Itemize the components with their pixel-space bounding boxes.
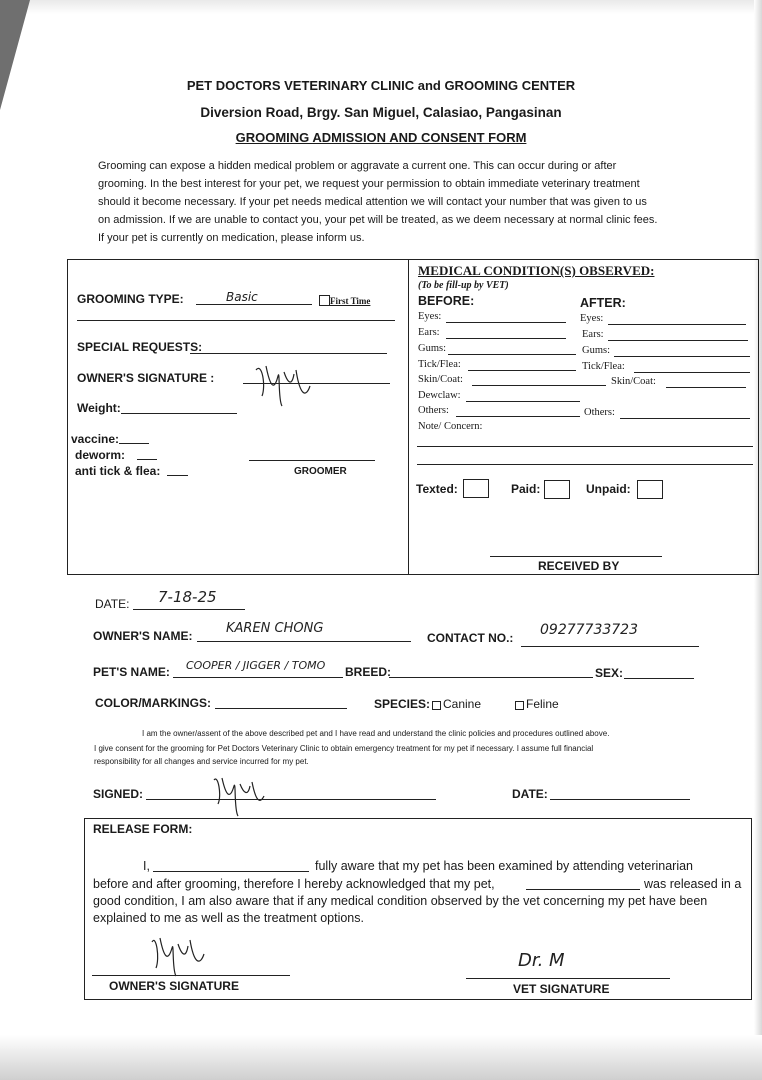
- scan-bottom-edge: [0, 1035, 762, 1080]
- after-gums-label: Gums:: [582, 345, 611, 356]
- consent-line-2: I give consent for the grooming for Pet Doctors Veterinary Clinic to obtain emergency treatment for my pet if necessary. I assume full financial: [94, 744, 594, 753]
- anti-tick-field[interactable]: [167, 475, 188, 476]
- pet-name-label: PET'S NAME:: [93, 665, 170, 679]
- signed-date-label: DATE:: [512, 787, 548, 801]
- release-owner-name-field[interactable]: [153, 871, 309, 872]
- before-others-field[interactable]: [456, 416, 580, 417]
- before-ears-label: Ears:: [418, 327, 440, 338]
- grooming-type-field[interactable]: [196, 304, 312, 305]
- signed-scribble: [208, 770, 268, 820]
- paid-label: Paid:: [511, 482, 541, 496]
- deworm-field[interactable]: [137, 459, 157, 460]
- after-eyes-field[interactable]: [608, 324, 746, 325]
- after-tick-flea-field[interactable]: [634, 372, 750, 373]
- after-label: AFTER:: [580, 296, 626, 310]
- after-gums-field[interactable]: [614, 356, 750, 357]
- intro-line-5: If your pet is currently on medication, please inform us.: [98, 232, 365, 244]
- before-tick-flea-label: Tick/Flea:: [418, 359, 461, 370]
- after-eyes-label: Eyes:: [580, 313, 604, 324]
- received-by-line[interactable]: [490, 556, 662, 557]
- before-others-label: Others:: [418, 405, 449, 416]
- first-time-checkbox[interactable]: [319, 295, 330, 306]
- before-eyes-label: Eyes:: [418, 311, 442, 322]
- anti-tick-label: anti tick & flea:: [75, 464, 161, 478]
- release-line-1-prefix: I,: [143, 859, 150, 873]
- intro-line-3: should it become necessary. If your pet needs medical attention we will contact your number that was given to us: [98, 196, 647, 208]
- before-eyes-field[interactable]: [446, 322, 566, 323]
- intro-line-2: grooming. In the best interest for your pet, we request your permission to obtain immediate veterinary treatment: [98, 178, 640, 190]
- before-skin-coat-label: Skin/Coat:: [418, 374, 463, 385]
- release-line-4: explained to me as well as the treatment options.: [93, 911, 364, 925]
- clinic-name: PET DOCTORS VETERINARY CLINIC and GROOMING CENTER: [186, 78, 576, 93]
- sex-label: SEX:: [595, 666, 624, 680]
- before-gums-field[interactable]: [448, 354, 576, 355]
- medical-subtitle: (To be fill-up by VET): [418, 280, 509, 291]
- texted-label: Texted:: [416, 482, 458, 496]
- before-skin-coat-field[interactable]: [472, 385, 606, 386]
- release-line-2-suffix: was released in a: [644, 877, 742, 891]
- groomer-label: GROOMER: [294, 466, 347, 477]
- form-title: GROOMING ADMISSION AND CONSENT FORM: [235, 130, 527, 145]
- medical-title: MEDICAL CONDITION(S) OBSERVED:: [418, 263, 655, 278]
- species-label: SPECIES:: [374, 697, 431, 711]
- intro-line-1: Grooming can expose a hidden medical problem or aggravate a current one. This can occur during or after: [98, 160, 617, 172]
- unpaid-label: Unpaid:: [586, 482, 631, 496]
- vet-signature-label: VET SIGNATURE: [513, 982, 610, 996]
- received-by-label: RECEIVED BY: [538, 559, 620, 573]
- special-requests-field[interactable]: [190, 353, 387, 354]
- release-form-title: RELEASE FORM:: [93, 822, 193, 836]
- contact-value: 09277733723: [540, 622, 638, 638]
- before-label: BEFORE:: [418, 294, 475, 308]
- owner-signature-label: OWNER'S SIGNATURE :: [77, 371, 215, 385]
- first-time-label: First Time: [330, 296, 371, 306]
- canine-label: Canine: [443, 697, 482, 711]
- signed-field[interactable]: [146, 799, 436, 800]
- groomer-signature-line[interactable]: [249, 460, 375, 461]
- grooming-type-value: Basic: [226, 290, 258, 304]
- color-markings-field[interactable]: [215, 708, 347, 709]
- intro-line-4: on admission. If we are unable to contact you, your pet will be treated, as we deem necessary at normal clinic fees.: [98, 214, 658, 226]
- feline-checkbox[interactable]: [515, 701, 524, 710]
- note-concern-label: Note/ Concern:: [418, 421, 483, 432]
- signed-label: SIGNED:: [93, 787, 144, 801]
- before-dewclaw-label: Dewclaw:: [418, 390, 461, 401]
- owner-name-field[interactable]: [197, 641, 411, 642]
- vet-signature-value: Dr. M: [518, 950, 565, 971]
- vaccine-field[interactable]: [119, 443, 149, 444]
- grooming-type-extra-line: [77, 320, 395, 321]
- pet-name-field[interactable]: [173, 677, 343, 678]
- date-value: 7-18-25: [158, 588, 217, 606]
- after-ears-field[interactable]: [608, 340, 748, 341]
- admission-divider: [408, 260, 409, 574]
- consent-line-1: I am the owner/assent of the above described pet and I have read and understand the clinic policies and procedures outlined above.: [142, 729, 610, 738]
- scan-top-edge: [0, 0, 762, 14]
- canine-checkbox[interactable]: [432, 701, 441, 710]
- release-line-3: good condition, I am also aware that if any medical condition observed by the vet concerning my pet have been: [93, 894, 708, 908]
- contact-label: CONTACT NO.:: [427, 631, 514, 645]
- admission-box: [67, 259, 759, 575]
- texted-checkbox[interactable]: [463, 479, 489, 498]
- release-pet-name-field[interactable]: [526, 889, 640, 890]
- weight-label: Weight:: [77, 401, 121, 415]
- after-skin-coat-field[interactable]: [666, 387, 746, 388]
- feline-label: Feline: [526, 697, 559, 711]
- owner-name-label: OWNER'S NAME:: [93, 629, 193, 643]
- signed-date-field[interactable]: [550, 799, 690, 800]
- special-requests-label: SPECIAL REQUESTS:: [77, 340, 203, 354]
- consent-line-3: responsibility for all changes and service incurred for my pet.: [94, 757, 309, 766]
- paid-checkbox[interactable]: [544, 480, 570, 499]
- before-ears-field[interactable]: [446, 338, 566, 339]
- color-markings-label: COLOR/MARKINGS:: [95, 696, 211, 710]
- breed-field[interactable]: [389, 677, 593, 678]
- note-line-1[interactable]: [417, 446, 753, 447]
- date-label: DATE:: [95, 597, 130, 611]
- before-dewclaw-field[interactable]: [466, 401, 580, 402]
- owner-signature-scribble: [248, 356, 318, 412]
- before-gums-label: Gums:: [418, 343, 447, 354]
- deworm-label: deworm:: [75, 448, 126, 462]
- vaccine-label: vaccine:: [71, 432, 120, 446]
- owner-name-value: KAREN CHONG: [226, 621, 324, 636]
- sex-field[interactable]: [624, 678, 694, 679]
- pet-name-value: COOPER / JIGGER / TOMO: [186, 659, 326, 672]
- release-line-1-suffix: fully aware that my pet has been examined by attending veterinarian: [315, 859, 694, 873]
- release-owner-signature-label: OWNER'S SIGNATURE: [109, 979, 239, 993]
- after-ears-label: Ears:: [582, 329, 604, 340]
- release-owner-scribble: [144, 930, 210, 978]
- vet-signature-line[interactable]: [466, 978, 670, 979]
- release-line-2-prefix: before and after grooming, therefore I hereby acknowledged that my pet,: [93, 877, 495, 891]
- note-line-2[interactable]: [417, 464, 753, 465]
- release-owner-signature-line[interactable]: [92, 975, 290, 976]
- weight-field[interactable]: [121, 413, 237, 414]
- after-others-label: Others:: [584, 407, 615, 418]
- after-others-field[interactable]: [620, 418, 750, 419]
- date-field[interactable]: [133, 609, 245, 610]
- after-tick-flea-label: Tick/Flea:: [582, 361, 625, 372]
- before-tick-flea-field[interactable]: [468, 370, 576, 371]
- clinic-address: Diversion Road, Brgy. San Miguel, Calasiao, Pangasinan: [200, 105, 562, 120]
- scan-folded-corner: [0, 0, 30, 110]
- unpaid-checkbox[interactable]: [637, 480, 663, 499]
- grooming-type-label: GROOMING TYPE:: [77, 292, 184, 306]
- after-skin-coat-label: Skin/Coat:: [611, 376, 656, 387]
- contact-field[interactable]: [521, 646, 699, 647]
- breed-label: BREED:: [345, 665, 392, 679]
